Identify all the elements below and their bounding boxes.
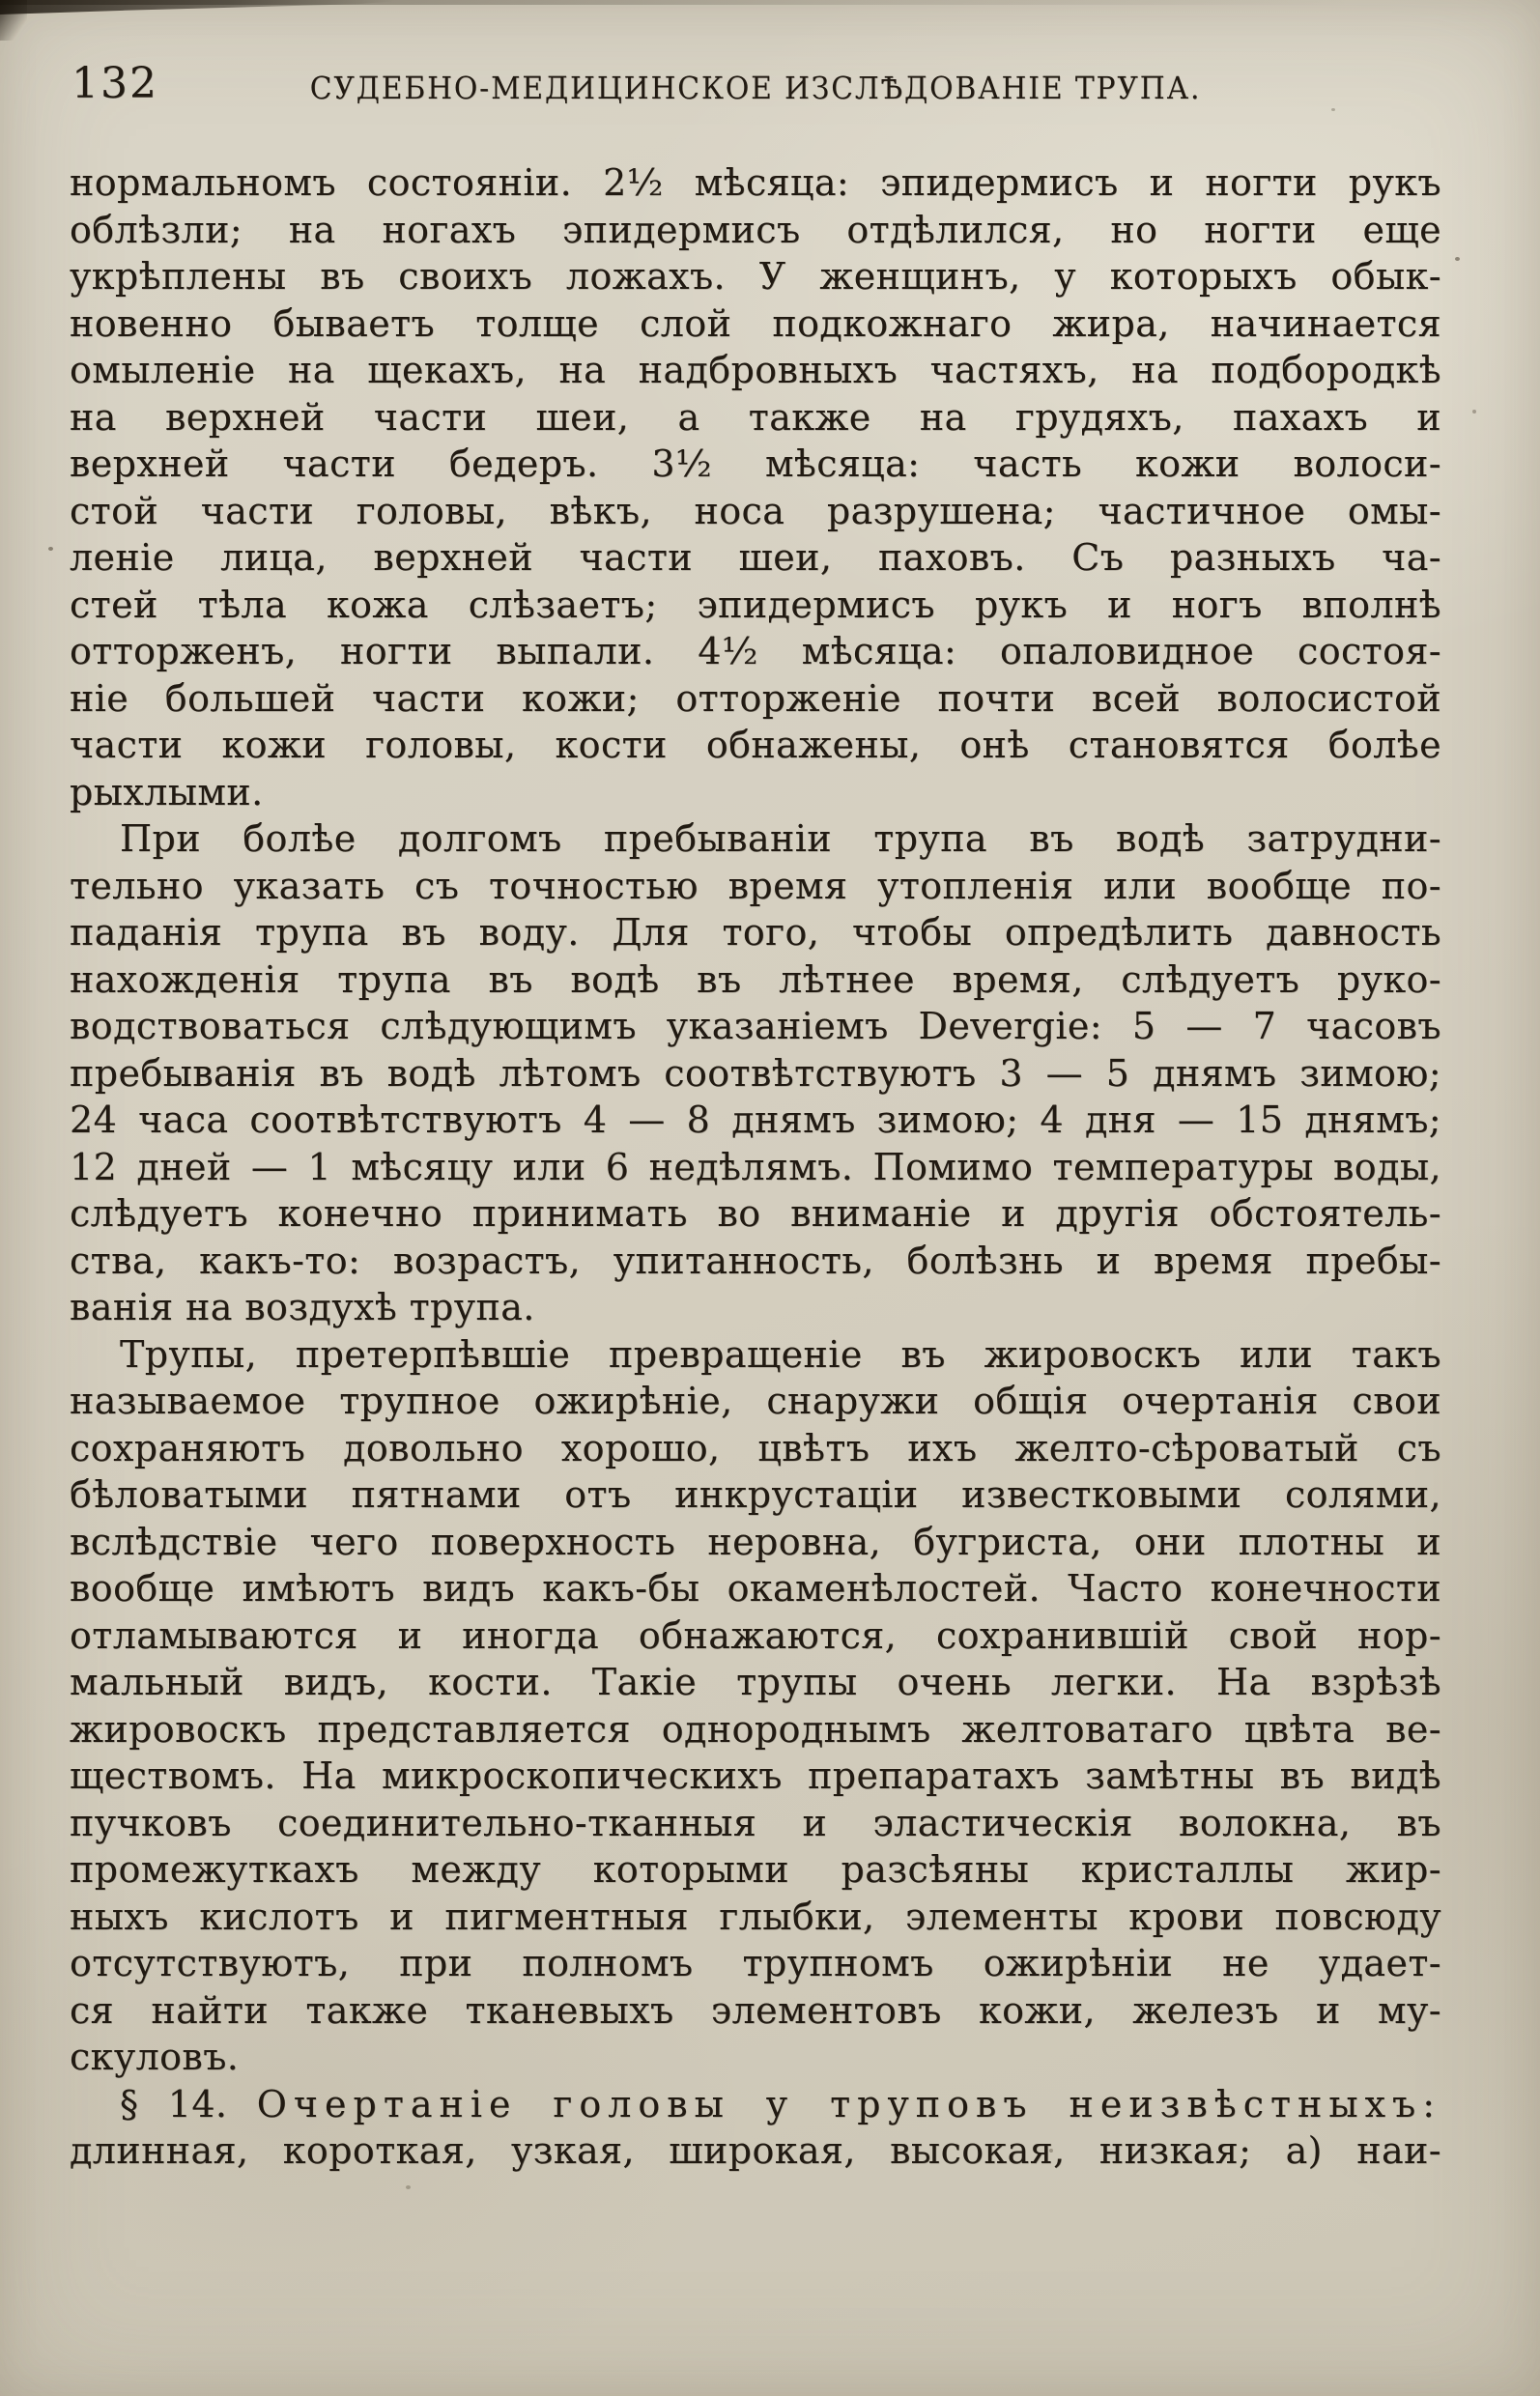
- text-line: леніе лица, верхней части шеи, паховъ. Съ разныхъ ча-: [70, 536, 1441, 579]
- paragraph: [70, 815, 1441, 1331]
- text-line: стей тѣла кожа слѣзаетъ; эпидермисъ рукъ и ногъ вполнѣ: [70, 583, 1441, 626]
- text-line: ществомъ. На микроскопическихъ препаратахъ замѣтны въ видѣ: [70, 1754, 1441, 1797]
- text-line: называемое трупное ожирѣніе, снаружи общія очертанія свои: [70, 1380, 1441, 1422]
- paragraph: [70, 2081, 1441, 2175]
- text-line: тельно указать съ точностью время утопленія или вообще по-: [70, 864, 1441, 907]
- scan-speck: [1455, 257, 1460, 261]
- page-body: [70, 159, 1441, 2175]
- text-line: длинная, короткая, узкая, широкая, высокая, низкая; а) наи-: [70, 2129, 1441, 2172]
- section-title-emphasized: Очертаніе головы у труповъ неизвѣстныхъ:: [256, 2082, 1441, 2125]
- text-line: новенно бываетъ толще слой подкожнаго жира, начинается: [70, 301, 1441, 345]
- text-line: бѣловатыми пятнами отъ инкрустаціи известковыми солями,: [70, 1473, 1441, 1516]
- text-line: жировоскъ представляется однороднымъ желтоватаго цвѣта ве-: [70, 1707, 1441, 1751]
- text-line: укрѣплены въ своихъ ложахъ. У женщинъ, у которыхъ обык-: [70, 255, 1441, 298]
- scan-speck: [48, 547, 53, 551]
- running-title-text: СУДЕБНО-МЕДИЦИНСКОЕ ИЗСЛѢДОВАНІЕ ТРУПА.: [309, 70, 1202, 106]
- scan-speck: [406, 2185, 411, 2189]
- paragraph: [70, 159, 1441, 815]
- text-line: ніе большей части кожи; отторженіе почти всей волосистой: [70, 676, 1441, 720]
- section-mark: § 14.: [120, 2082, 228, 2125]
- text-line: облѣзли; на ногахъ эпидермисъ отдѣлился, но ногти еще: [70, 208, 1441, 251]
- text-line: ныхъ кислотъ и пигментныя глыбки, элементы крови повсюду: [70, 1895, 1441, 1938]
- page-header: [70, 60, 1441, 108]
- paragraph: [70, 1331, 1441, 2081]
- text-line: Трупы, претерпѣвшіе превращеніе въ жировоскъ или такъ: [120, 1332, 1441, 1376]
- running-title: [70, 68, 1441, 108]
- text-line: [70, 2081, 1441, 2128]
- text-line: мальный видъ, кости. Такіе трупы очень легки. На взрѣзѣ: [70, 1661, 1441, 1703]
- text-line: промежуткахъ между которыми разсѣяны кристаллы жир-: [70, 1848, 1441, 1891]
- scan-edge-streak: [0, 0, 415, 14]
- text-line: нормальномъ состояніи. 2¹⁄₂ мѣсяца: эпидермисъ и ногти рукъ: [70, 161, 1441, 204]
- text-line: верхней части бедеръ. 3¹⁄₂ мѣсяца: часть кожи волоси-: [70, 442, 1441, 485]
- text-line: паданія трупа въ воду. Для того, чтобы опредѣлить давность: [70, 911, 1441, 954]
- text-line: скуловъ.: [70, 2036, 240, 2078]
- text-line: отсутствуютъ, при полномъ трупномъ ожирѣніи не удает-: [70, 1942, 1441, 1984]
- text-line: на верхней части шеи, а также на грудяхъ, пахахъ и: [70, 395, 1441, 439]
- text-line: отламываются и иногда обнажаются, сохранившій свой нор-: [70, 1613, 1441, 1657]
- text-line: вслѣдствіе чего поверхность неровна, бугриста, они плотны и: [70, 1520, 1441, 1563]
- text-line: части кожи головы, кости обнажены, онѣ становятся болѣе: [70, 724, 1441, 766]
- text-line: вообще имѣютъ видъ какъ-бы окаменѣлостей. Часто конечности: [70, 1567, 1441, 1610]
- text-line: пучковъ соединительно-тканныя и эластическія волокна, въ: [70, 1801, 1441, 1844]
- text-line: рыхлыми.: [70, 770, 264, 813]
- text-line: водствоваться слѣдующимъ указаніемъ Devergie: 5 — 7 часовъ: [70, 1005, 1441, 1047]
- page-number: 132: [71, 59, 158, 108]
- text-line: пребыванія въ водѣ лѣтомъ соотвѣтствуютъ 3 — 5 днямъ зимою;: [70, 1051, 1441, 1095]
- text-line: 12 дней — 1 мѣсяцу или 6 недѣлямъ. Помимо температуры воды,: [70, 1145, 1441, 1188]
- text-line: При болѣе долгомъ пребываніи трупа въ водѣ затрудни-: [120, 817, 1441, 860]
- text-line: отторженъ, ногти выпали. 4¹⁄₂ мѣсяца: опаловидное состоя-: [70, 630, 1441, 672]
- text-line: сохраняютъ довольно хорошо, цвѣтъ ихъ желто-сѣроватый съ: [70, 1426, 1441, 1469]
- text-line: 24 часа соотвѣтствуютъ 4 — 8 днямъ зимою; 4 дня — 15 днямъ;: [70, 1098, 1441, 1141]
- scan-speck: [1331, 108, 1335, 111]
- text-line: стой части головы, вѣкъ, носа разрушена; частичное омы-: [70, 489, 1441, 532]
- text-line: ства, какъ-то: возрастъ, упитанность, болѣзнь и время пребы-: [70, 1239, 1441, 1282]
- text-line: ся найти также тканевыхъ элементовъ кожи, железъ и му-: [70, 1988, 1441, 2032]
- text-line: слѣдуетъ конечно принимать во вниманіе и другія обстоятель-: [70, 1192, 1441, 1235]
- text-line: омыленіе на щекахъ, на надбровныхъ частяхъ, на подбородкѣ: [70, 349, 1441, 391]
- text-line: нахожденія трупа въ водѣ въ лѣтнее время, слѣдуетъ руко-: [70, 957, 1441, 1001]
- scan-edge-corner: [0, 0, 27, 41]
- scan-speck: [1472, 410, 1476, 414]
- text-line: ванія на воздухѣ трупа.: [70, 1286, 535, 1328]
